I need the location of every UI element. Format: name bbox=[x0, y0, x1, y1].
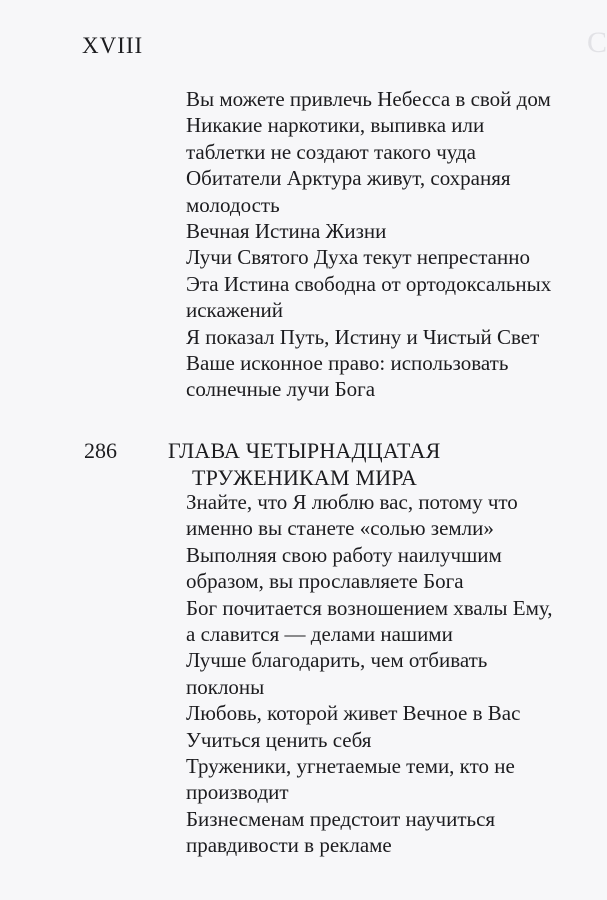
contents-line: Никакие наркотики, выпивка или bbox=[186, 113, 485, 138]
contents-line: Любовь, которой живет Вечное в Вас bbox=[186, 701, 521, 726]
chapter-title bbox=[168, 437, 440, 491]
contents-line: Знайте, что Я люблю вас, потому что bbox=[186, 490, 518, 514]
chapter-title-line-1: ГЛАВА ЧЕТЫРНАДЦАТАЯ bbox=[168, 438, 441, 463]
contents-line: Бизнесменам предстоит научиться bbox=[186, 806, 496, 831]
contents-line: именно вы станете «солью земли» bbox=[186, 516, 494, 541]
contents-line: Вечная Истина Жизни bbox=[186, 219, 387, 244]
contents-line: искажений bbox=[186, 298, 284, 323]
contents-line: молодость bbox=[186, 192, 280, 217]
contents-line: таблетки не создают такого чуда bbox=[186, 139, 476, 164]
chapter-page-number: 286 bbox=[84, 438, 117, 463]
contents-line: Эта Истина свободна от ортодоксальных bbox=[186, 271, 552, 296]
contents-line: образом, вы прославляете Бога bbox=[186, 569, 464, 594]
contents-line: правдивости в рекламе bbox=[186, 833, 392, 858]
chapter-title-line-2: ТРУЖЕНИКАМ МИРА bbox=[192, 465, 418, 490]
contents-line: поклоны bbox=[186, 674, 265, 699]
contents-line: Труженики, угнетаемые теми, кто не bbox=[186, 754, 515, 779]
contents-line: Учиться ценить себя bbox=[186, 727, 372, 752]
contents-line: Ваше исконное право: использовать bbox=[186, 351, 509, 376]
contents-list-bottom bbox=[186, 489, 553, 859]
contents-line: Лучше благодарить, чем отбивать bbox=[186, 648, 488, 673]
contents-line: производит bbox=[186, 780, 289, 805]
contents-line: Обитатели Арктура живут, сохраняя bbox=[186, 166, 511, 191]
page-edge-bleed: C bbox=[586, 26, 607, 59]
contents-line: а славится — делами нашими bbox=[186, 622, 453, 647]
contents-line: Выполняя свою работу наилучшим bbox=[186, 542, 502, 567]
contents-list-top bbox=[186, 86, 551, 403]
contents-line: солнечные лучи Бога bbox=[186, 377, 376, 402]
contents-line: Лучи Святого Духа текут непрестанно bbox=[186, 245, 530, 270]
contents-line: Вы можете привлечь Небесса в свой дом bbox=[186, 87, 551, 111]
roman-page-number: XVIII bbox=[82, 33, 144, 58]
contents-line: Я показал Путь, Истину и Чистый Свет bbox=[186, 324, 540, 349]
contents-line: Бог почитается возношением хвалы Ему, bbox=[186, 595, 553, 620]
